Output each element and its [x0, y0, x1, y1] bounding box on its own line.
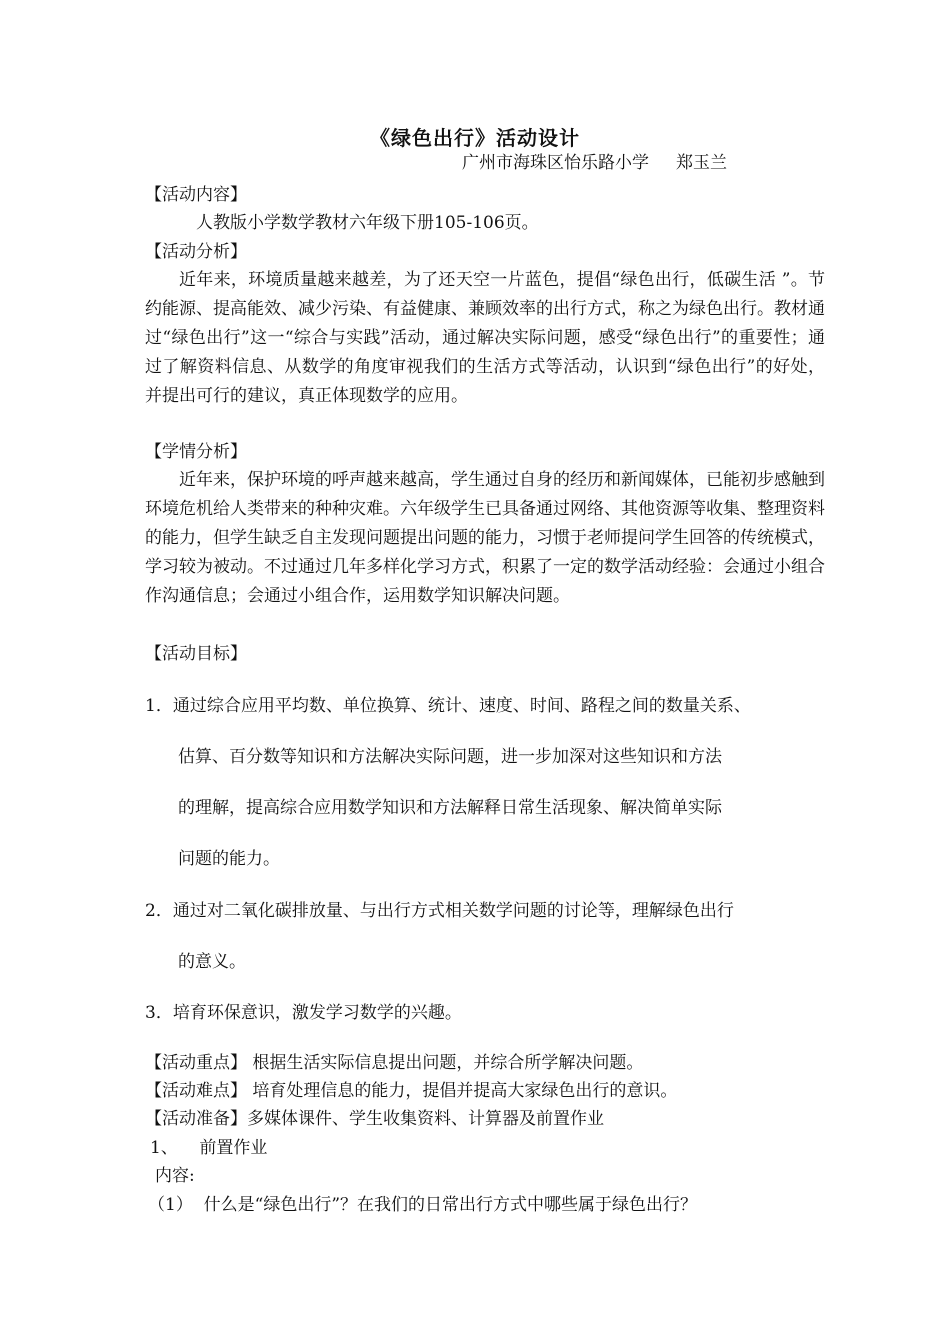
goal-line: 通过对二氧化碳排放量、与出行方式相关数学问题的讨论等，理解绿色出行 [172, 901, 734, 921]
prework-content-label: 内容: [155, 1166, 195, 1186]
goal-item-3 [145, 988, 835, 1039]
goal-item-1 [145, 681, 835, 885]
goal-number: 1． [145, 696, 173, 716]
goal-line: 的理解，提高综合应用数学知识和方法解释日常生活现象、解决简单实际 [178, 798, 722, 818]
goal-line: 问题的能力。 [178, 849, 280, 869]
prework-question-1: （1） 什么是“绿色出行”？在我们的日常出行方式中哪些属于绿色出行？ [148, 1195, 698, 1215]
section-heading-content: 【活动内容】 [145, 185, 247, 205]
document-author: 广州市海珠区怡乐路小学 郑玉兰 [462, 153, 728, 173]
goal-line: 的意义。 [178, 952, 246, 972]
student-paragraph: 近年来，保护环境的呼声越来越高，学生通过自身的经历和新闻媒体，已能初步感触到环境危机给人类带来的种种灾难。六年级学生已具备通过网络、其他资源等收集、整理资料的能力，但学生缺乏自主发现问题提出问题的能力，习惯于老师提问学生回答的传统模式，学习较为被动。不过通过几年多样化学习方式，积累了一定的数学活动经验：会通过小组合作沟通信息；会通过小组合作，运用数学知识解决问题。 [145, 470, 825, 606]
difficulty: 【活动难点】 培育处理信息的能力，提倡并提高大家绿色出行的意识。 [145, 1081, 678, 1101]
goal-number: 3． [145, 1003, 173, 1023]
prework-item: 1、 前置作业 [150, 1138, 268, 1158]
content-text: 人教版小学数学教材六年级下册105-106页。 [196, 213, 539, 233]
document-title: 《绿色出行》活动设计 [370, 126, 580, 150]
goal-line: 通过综合应用平均数、单位换算、统计、速度、时间、路程之间的数量关系、 [172, 696, 751, 716]
section-heading-analysis: 【活动分析】 [145, 242, 247, 262]
section-heading-goals: 【活动目标】 [145, 644, 247, 664]
goal-item-2 [145, 886, 835, 988]
analysis-paragraph: 近年来，环境质量越来越差，为了还天空一片蓝色，提倡“绿色出行，低碳生活 ”。节约能源、提高能效、减少污染、有益健康、兼顾效率的出行方式，称之为绿色出行。教材通过“绿色出行”这一“综合与实践”活动，通过解决实际问题，感受“绿色出行”的重要性；通过了解资料信息、从数学的角度审视我们的生活方式等活动，认识到“绿色出行”的好处，并提出可行的建议，真正体现数学的应用。 [145, 270, 825, 406]
goal-line: 培育环保意识，激发学习数学的兴趣。 [172, 1003, 462, 1023]
preparation: 【活动准备】多媒体课件、学生收集资料、计算器及前置作业 [145, 1109, 604, 1129]
key-point: 【活动重点】 根据生活实际信息提出问题，并综合所学解决问题。 [145, 1053, 644, 1073]
goal-line: 估算、百分数等知识和方法解决实际问题，进一步加深对这些知识和方法 [178, 747, 722, 767]
section-heading-student: 【学情分析】 [145, 442, 247, 462]
goal-number: 2． [145, 901, 173, 921]
